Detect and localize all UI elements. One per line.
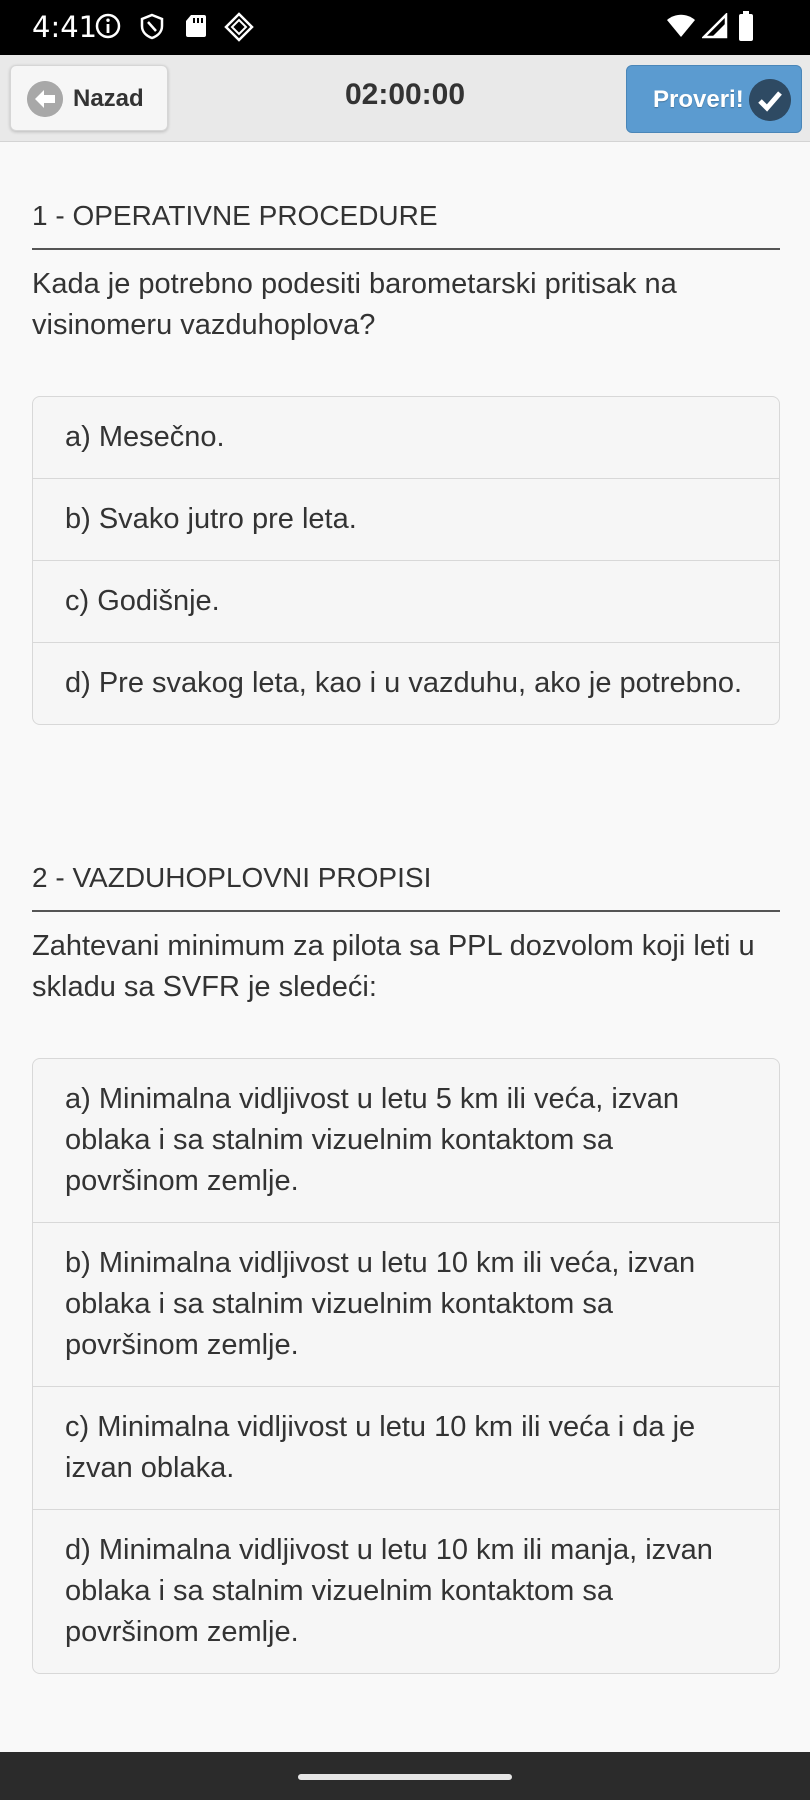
answer-list	[32, 396, 780, 725]
answer-option-d[interactable]: d) Minimalna vidljivost u letu 10 km ili manja, izvan oblaka i sa stalnim vizuelnim kontaktom sa površinom zemlje.	[33, 1509, 779, 1673]
question-category: 1 - OPERATIVNE PROCEDURE	[32, 198, 780, 250]
check-button[interactable]	[626, 65, 802, 133]
system-nav-bar	[0, 1752, 810, 1800]
check-button-label: Proveri!	[653, 86, 744, 113]
answer-option-a[interactable]: a) Minimalna vidljivost u letu 5 km ili veća, izvan oblaka i sa stalnim vizuelnim kontaktom sa površinom zemlje.	[65, 1083, 680, 1197]
back-button[interactable]	[10, 65, 168, 131]
signal-icon	[702, 13, 728, 39]
back-button-label: Nazad	[73, 85, 144, 112]
question-1	[32, 198, 780, 725]
question-text: Zahtevani minimum za pilota sa PPL dozvolom koji leti u skladu sa SVFR je sledeći:	[32, 930, 755, 1003]
battery-icon	[738, 11, 754, 41]
status-time: 4:41	[32, 10, 98, 44]
wifi-icon	[666, 13, 696, 39]
question-2	[32, 860, 780, 1674]
answer-option-d[interactable]: d) Pre svakog leta, kao i u vazduhu, ako je potrebno.	[33, 642, 779, 724]
checkmark-icon	[749, 79, 791, 121]
countdown-timer: 02:00:00	[344, 78, 466, 111]
info-icon	[94, 12, 122, 40]
answer-option-c[interactable]: c) Minimalna vidljivost u letu 10 km ili veća i da je izvan oblaka.	[33, 1386, 779, 1509]
home-indicator[interactable]	[298, 1774, 512, 1780]
question-text: Kada je potrebno podesiti barometarski pritisak na visinomeru vazduhoplova?	[32, 268, 677, 341]
answer-option-c[interactable]: c) Godišnje.	[33, 560, 779, 642]
answer-option-a[interactable]: a) Mesečno.	[65, 421, 225, 453]
sd-card-icon	[182, 12, 210, 40]
answer-option-b[interactable]: b) Svako jutro pre leta.	[33, 478, 779, 560]
arrow-left-icon	[27, 81, 63, 117]
shield-icon	[138, 12, 166, 40]
cast-icon	[224, 12, 254, 42]
header-toolbar	[0, 55, 810, 142]
answer-list	[32, 1058, 780, 1674]
status-bar	[0, 0, 810, 55]
answer-option-b[interactable]: b) Minimalna vidljivost u letu 10 km ili veća, izvan oblaka i sa stalnim vizuelnim kontaktom sa površinom zemlje.	[33, 1222, 779, 1386]
question-category: 2 - VAZDUHOPLOVNI PROPISI	[32, 860, 780, 912]
